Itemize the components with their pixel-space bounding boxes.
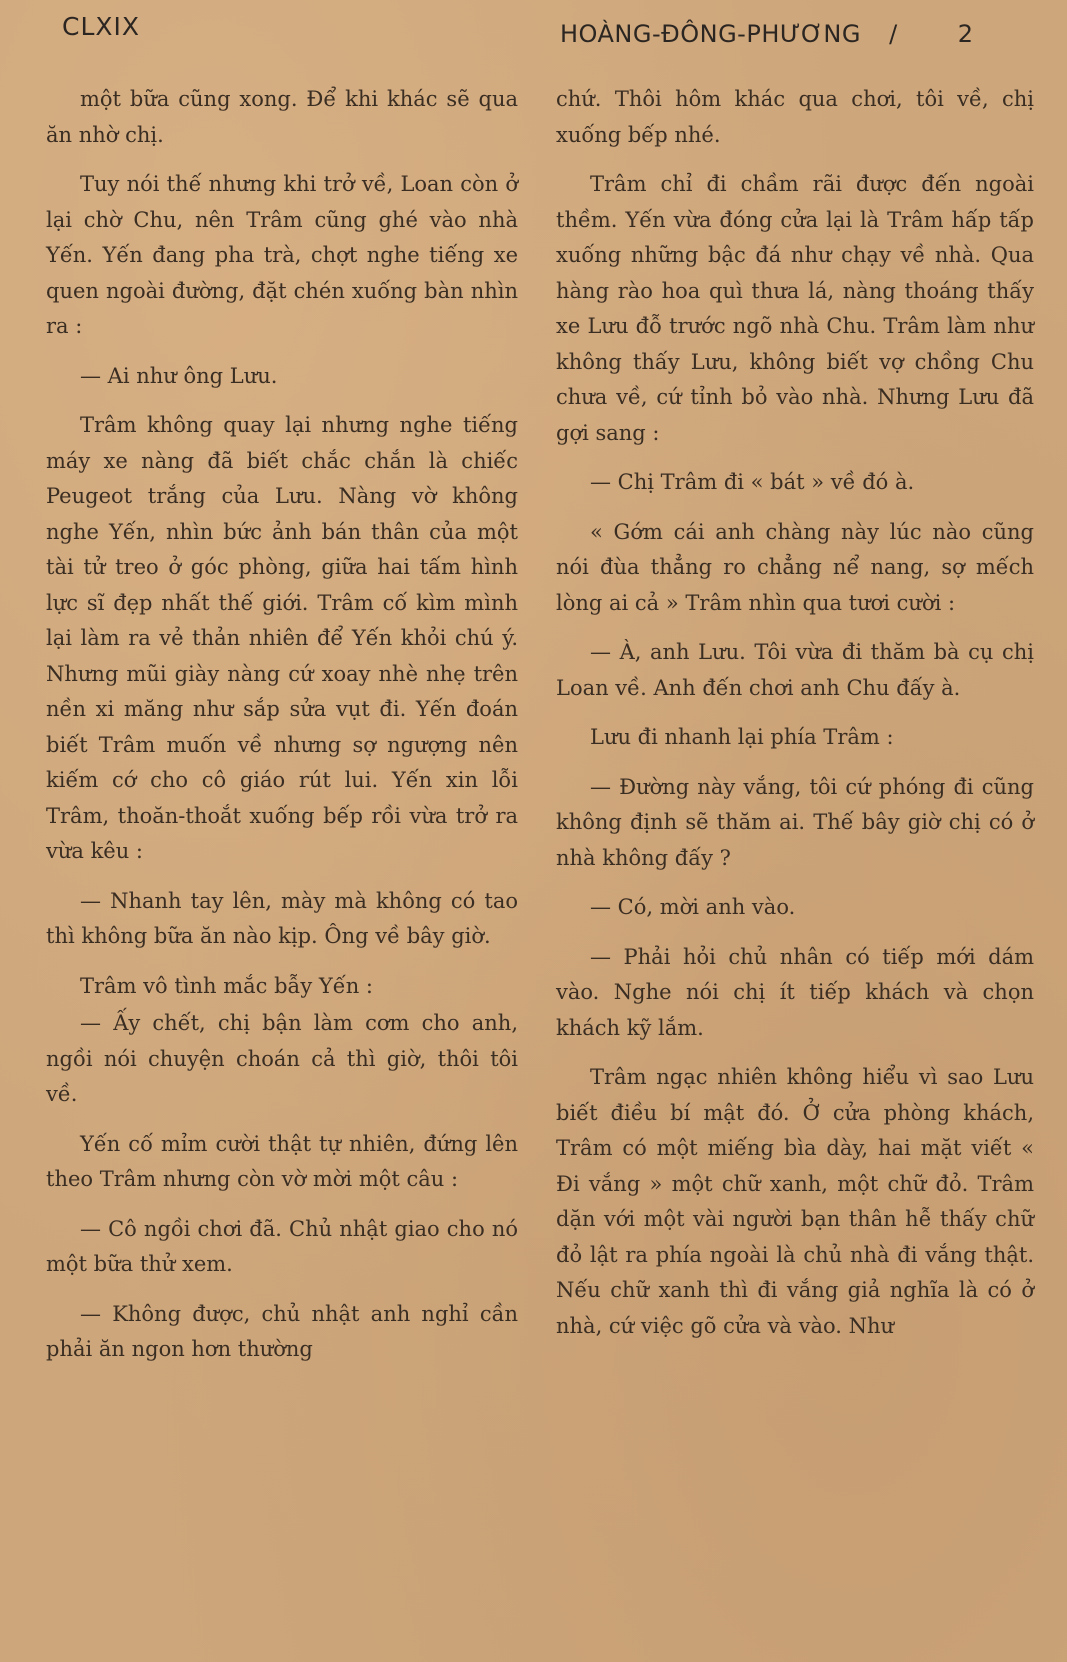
paragraph: « Gớm cái anh chàng này lúc nào cũng nói đùa thẳng ro chẳng nể nang, sợ mếch lòng ai cả » Trâm nhìn qua tươi cười : — [556, 519, 1034, 615]
paragraph: Trâm chỉ đi chầm rãi được đến ngoài thềm. Yến vừa đóng cửa lại là Trâm hấp tấp xuống những bậc đá như chạy về nhà. Qua hàng rào hoa quì thưa lá, nàng thoáng thấy xe Lưu đỗ trước ngõ nhà Chu. Trâm làm như không thấy Lưu, không biết vợ chồng Chu chưa về, cứ tỉnh bỏ vào nhà. Nhưng Lưu đã gợi sang : — [556, 172, 1034, 445]
paragraph: — Không được, chủ nhật anh nghỉ cần phải ăn ngon hơn thường — [46, 1301, 518, 1361]
paragraph: Tuy nói thế nhưng khi trở về, Loan còn ở lại chờ Chu, nên Trâm cũng ghé vào nhà Yến. Yến đang pha trà, chợt nghe tiếng xe quen ngoài đường, đặt chén xuống bàn nhìn ra : — [46, 172, 518, 338]
left-text-column — [46, 82, 518, 1382]
paragraph: Trâm ngạc nhiên không hiểu vì sao Lưu biết điều bí mật đó. Ở cửa phòng khách, Trâm có một miếng bìa dày, hai mặt viết « Đi vắng » một chữ xanh, một chữ đỏ. Trâm dặn với một vài người bạn thân hễ thấy chữ đỏ lật ra phía ngoài là chủ nhà đi vắng thật. Nếu chữ xanh thì đi vắng giả nghĩa là có ở nhà, cứ việc gõ cửa và vào. Như — [556, 1065, 1034, 1338]
paragraph: — Có, mời anh vào. — [590, 895, 796, 919]
paragraph: một bữa cũng xong. Để khi khác sẽ qua ăn nhờ chị. — [46, 87, 518, 147]
chapter-number: CLXIX — [62, 12, 141, 41]
right-text-column — [556, 82, 1034, 1358]
paragraph: Yến cố mỉm cười thật tự nhiên, đứng lên theo Trâm nhưng còn vờ mời một câu : — [46, 1131, 518, 1191]
paragraph: — Ai như ông Lưu. — [80, 363, 278, 388]
paragraph: — À, anh Lưu. Tôi vừa đi thăm bà cụ chị Loan về. Anh đến chơi anh Chu đấy à. — [556, 640, 1034, 700]
running-title: HOÀNG-ĐÔNG-PHƯƠNG — [560, 20, 861, 48]
paragraph: — Đường này vắng, tôi cứ phóng đi cũng không định sẽ thăm ai. Thế bây giờ chị có ở nhà không đấy ? — [556, 774, 1034, 870]
running-title-group — [560, 20, 974, 48]
page-header — [0, 10, 1067, 60]
paragraph: — Ấy chết, chị bận làm cơm cho anh, ngồi nói chuyện choán cả thì giờ, thôi tôi về. — [46, 1011, 518, 1106]
page-number: 2 — [957, 20, 974, 48]
paragraph: Trâm không quay lại nhưng nghe tiếng máy xe nàng đã biết chắc chắn là chiếc Peugeot trắng của Lưu. Nàng vờ không nghe Yến, nhìn bức ảnh bán thân của một tài tử treo ở góc phòng, giữa hai tấm hình lực sĩ đẹp nhất thế giới. Trâm cố kìm mình lại làm ra vẻ thản nhiên để Yến khỏi chú ý. Nhưng mũi giày nàng cứ xoay nhè nhẹ trên nền xi măng như sắp sửa vụt đi. Yến đoán biết Trâm muốn về nhưng sợ ngượng nên kiếm cớ cho cô giáo rút lui. Yến xin lỗi Trâm, thoăn-thoắt xuống bếp rồi vừa trở ra vừa kêu : — [46, 413, 518, 863]
paragraph: — Nhanh tay lên, mày mà không có tao thì không bữa ăn nào kịp. Ông về bây giờ. — [46, 888, 518, 948]
paragraph: Trâm vô tình mắc bẫy Yến : — [80, 973, 373, 998]
paragraph: Lưu đi nhanh lại phía Trâm : — [590, 725, 894, 749]
paragraph: chứ. Thôi hôm khác qua chơi, tôi về, chị xuống bếp nhé. — [556, 87, 1034, 147]
paragraph: — Phải hỏi chủ nhân có tiếp mới dám vào. Nghe nói chị ít tiếp khách và chọn khách kỹ lắm. — [556, 944, 1034, 1040]
paragraph: — Cô ngồi chơi đã. Chủ nhật giao cho nó một bữa thử xem. — [46, 1216, 518, 1276]
title-slash: / — [889, 20, 898, 48]
paragraph: — Chị Trâm đi « bát » về đó à. — [590, 470, 915, 494]
